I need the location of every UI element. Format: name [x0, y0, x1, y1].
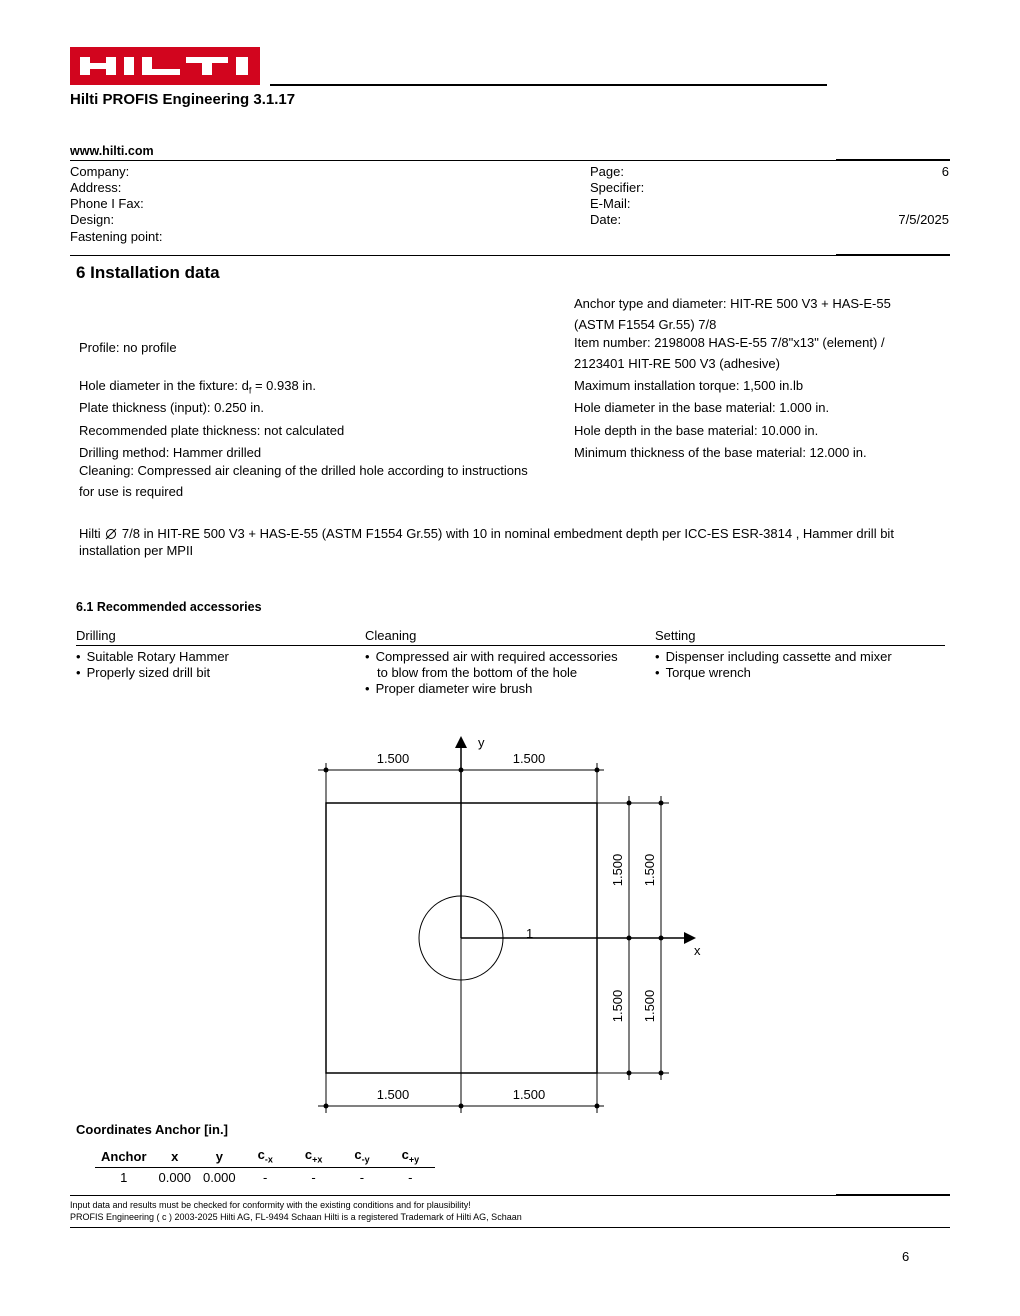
profile: Profile: no profile	[79, 340, 177, 355]
coordinates-title: Coordinates Anchor [in.]	[76, 1122, 228, 1137]
dim-tick	[459, 1104, 464, 1109]
item-number-line2: 2123401 HIT-RE 500 V3 (adhesive)	[574, 356, 780, 371]
max-torque: Maximum installation torque: 1,500 in.lb	[574, 378, 804, 393]
accessories-header-drilling: Drilling	[76, 628, 116, 643]
anchor-type-line2: (ASTM F1554 Gr.55) 7/8	[574, 317, 717, 332]
dim-label-v2-bottom: 1.500	[642, 989, 657, 1023]
installation-note-line2: installation per MPII	[79, 543, 194, 558]
dim-tick	[324, 1104, 329, 1109]
plate-thickness: Plate thickness (input): 0.250 in.	[79, 400, 264, 415]
accessory-item: • Proper diameter wire brush	[365, 681, 532, 696]
min-thickness: Minimum thickness of the base material: 12.000 in.	[574, 445, 867, 460]
y-axis-label: y	[478, 735, 485, 750]
coordinates-table	[95, 1145, 435, 1187]
product-title: Hilti PROFIS Engineering 3.1.17	[70, 91, 296, 108]
dim-tick	[459, 768, 464, 773]
date-label: Date:	[590, 212, 622, 227]
cell-anchor: 1	[120, 1170, 128, 1185]
accessory-item-continued: to blow from the bottom of the hole	[377, 665, 578, 680]
dim-label-top-left: 1.500	[376, 751, 410, 766]
dim-tick	[627, 936, 632, 941]
recommended-plate-thickness: Recommended plate thickness: not calculated	[79, 423, 345, 438]
footer-top-rule	[70, 1195, 950, 1196]
email-label: E-Mail:	[590, 196, 631, 211]
col-x: x	[153, 1145, 198, 1168]
phone-label: Phone I Fax:	[70, 196, 144, 211]
accessories-header-cleaning: Cleaning	[365, 628, 417, 643]
accessory-item: • Suitable Rotary Hammer	[76, 649, 229, 664]
accessory-item: • Dispenser including cassette and mixer	[655, 649, 892, 664]
y-axis-arrow	[455, 736, 467, 748]
col-c-plus-x-sub: +x	[312, 1154, 323, 1165]
dim-label-bottom-right: 1.500	[512, 1087, 546, 1102]
page-value: 6	[941, 164, 949, 179]
col-y: y	[197, 1145, 242, 1168]
accessory-item: • Torque wrench	[655, 665, 751, 680]
dim-tick	[659, 1071, 664, 1076]
dim-label-v1-top: 1.500	[610, 853, 625, 887]
fastening-label: Fastening point:	[70, 229, 163, 244]
col-c-minus-y-sub: -y	[361, 1154, 370, 1165]
date-value: 7/5/2025	[898, 212, 949, 227]
footer-top-rule-thick	[836, 1194, 950, 1196]
col-c-minus-y	[338, 1145, 385, 1168]
col-c-plus-x-base: c	[304, 1147, 313, 1163]
cell-y: 0.000	[203, 1170, 236, 1185]
col-c-minus-x	[242, 1145, 289, 1168]
company-label: Company:	[70, 164, 130, 179]
website: www.hilti.com	[70, 144, 154, 158]
cell-c-minus-y: -	[359, 1170, 365, 1185]
specifier-label: Specifier:	[590, 180, 645, 195]
anchor-type-line1: Anchor type and diameter: HIT-RE 500 V3 + HAS-E-55	[574, 296, 891, 311]
col-c-plus-y	[386, 1145, 436, 1168]
dim-label-bottom-left: 1.500	[376, 1087, 410, 1102]
dim-tick	[659, 801, 664, 806]
dim-label-v2-top: 1.500	[642, 853, 657, 887]
page-label: Page:	[590, 164, 624, 179]
design-label: Design:	[70, 212, 115, 227]
dim-tick	[595, 768, 600, 773]
accessory-item: • Properly sized drill bit	[76, 665, 210, 680]
dim-tick	[659, 936, 664, 941]
cell-c-plus-x: -	[311, 1170, 316, 1185]
section-title: 6 Installation data	[76, 263, 220, 282]
col-c-minus-y-base: c	[354, 1147, 362, 1163]
table-row	[95, 1168, 435, 1188]
note-rest: 7/8 in HIT-RE 500 V3 + HAS-E-55 (ASTM F1554 Gr.55) with 10 in nominal embedment depth per ICC-ES ESR-3814 , Hammer drill bit	[118, 526, 894, 541]
accessories-title: 6.1 Recommended accessories	[76, 600, 262, 614]
cell-x: 0.000	[158, 1170, 192, 1185]
dim-label-v1-bottom: 1.500	[610, 989, 625, 1023]
note-prefix: Hilti	[79, 526, 101, 541]
dim-tick	[595, 1104, 600, 1109]
col-c-plus-x	[289, 1145, 339, 1168]
footer-bottom-rule	[70, 1227, 950, 1228]
col-c-plus-y-sub: +y	[408, 1154, 420, 1165]
cell-c-plus-y: -	[408, 1170, 413, 1185]
accessories-header-setting: Setting	[655, 628, 696, 643]
anchor-label: 1	[526, 926, 534, 941]
item-number-line1: Item number: 2198008 HAS-E-55 7/8"x13" (element) /	[574, 335, 885, 350]
cleaning-line1: Cleaning: Compressed air cleaning of the drilled hole according to instructions	[79, 463, 528, 478]
hole-diameter-prefix: Hole diameter in the fixture: d	[79, 378, 249, 393]
cell-c-minus-x: -	[263, 1170, 268, 1185]
col-anchor: Anchor	[95, 1145, 153, 1168]
page-number: 6	[902, 1249, 910, 1264]
hole-diameter-suffix: = 0.938 in.	[251, 378, 317, 393]
coordinates-header-row	[95, 1145, 435, 1168]
dim-tick	[627, 1071, 632, 1076]
col-c-plus-y-base: c	[401, 1147, 409, 1163]
hole-depth: Hole depth in the base material: 10.000 in.	[574, 423, 819, 438]
col-c-minus-x-sub: -x	[264, 1154, 273, 1165]
drilling-method: Drilling method: Hammer drilled	[79, 445, 262, 460]
accessory-item: • Compressed air with required accessories	[365, 649, 618, 664]
dim-label-top-right: 1.500	[512, 751, 546, 766]
cleaning-line2: for use is required	[79, 484, 184, 499]
hole-diameter-base: Hole diameter in the base material: 1.000 in.	[574, 400, 830, 415]
footer-disclaimer: Input data and results must be checked for conformity with the existing conditions and for plausibility!	[70, 1200, 471, 1210]
address-label: Address:	[70, 180, 122, 195]
footer-copyright: PROFIS Engineering ( c ) 2003-2025 Hilti AG, FL-9494 Schaan Hilti is a registered Trademark of Hilti AG, Schaan	[70, 1212, 522, 1222]
dim-tick	[324, 768, 329, 773]
x-axis-label: x	[694, 943, 701, 958]
col-c-minus-x-base: c	[257, 1147, 265, 1163]
dim-tick	[627, 801, 632, 806]
hole-diameter-sub: f	[248, 385, 252, 396]
